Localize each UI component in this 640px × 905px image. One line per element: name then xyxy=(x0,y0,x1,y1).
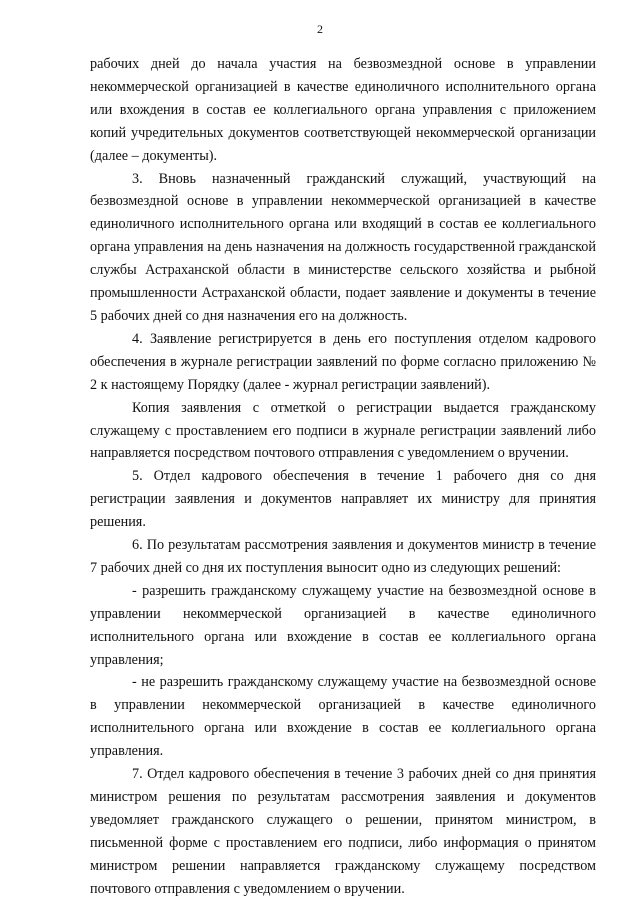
paragraph-copy-of-application: Копия заявления с отметкой о регистрации выдается гражданскому служащему с проставлением его подписи в журнале регистрации заявлений либо направляется посредством почтового отправления с уведомлением о вручении. xyxy=(90,399,596,462)
paragraph-item-4: 4. Заявление регистрируется в день его поступления отделом кадрового обеспечения в журнале регистрации заявлений по форме согласно приложению № 2 к настоящему Порядку (далее - журнал регистрации заявлений). xyxy=(90,330,596,393)
paragraph-decision-allow: - разрешить гражданскому служащему участие на безвозмездной основе в управлении некоммерческой организацией в качестве единоличного исполнительного органа или вхождение в состав ее коллегиального органа управления; xyxy=(90,582,596,668)
paragraph-decision-deny: - не разрешить гражданскому служащему участие на безвозмездной основе в управлении некоммерческой организацией в качестве единоличного исполнительного органа или вхождение в состав ее коллегиального органа управления. xyxy=(90,674,596,760)
paragraph-item-6: 6. По результатам рассмотрения заявления и документов министр в течение 7 рабочих дней со дня их поступления выносит одно из следующих решений: xyxy=(90,537,596,576)
paragraph-item-5: 5. Отдел кадрового обеспечения в течение 1 рабочего дня со дня регистрации заявления и документов направляет их министру для принятия решения. xyxy=(90,468,596,531)
page-number: 2 xyxy=(317,22,323,36)
document-body xyxy=(90,53,596,901)
paragraph-continuation: рабочих дней до начала участия на безвозмездной основе в управлении некоммерческой организацией в качестве единоличного исполнительного органа или вхождения в состав ее коллегиального органа управления с приложением копий учредительных документов соответствующей некоммерческой организации (далее – документы). xyxy=(90,56,596,164)
paragraph-item-3: 3. Вновь назначенный гражданский служащий, участвующий на безвозмездной основе в управлении некоммерческой организацией в качестве единоличного исполнительного органа или входящий в состав ее коллегиального органа управления на день назначения на должность государственной гражданской службы Астраханской области в министерстве сельского хозяйства и рыбной промышленности Астраханской области, подает заявление и документы в течение 5 рабочих дней со дня назначения его на должность. xyxy=(90,170,596,324)
paragraph-item-7: 7. Отдел кадрового обеспечения в течение 3 рабочих дней со дня принятия министром решения по результатам рассмотрения заявления и документов уведомляет гражданского служащего о решении, принятом министром, в письменной форме с проставлением его подписи, либо информация о принятом министром решении направляется гражданскому служащему посредством почтового отправления с уведомлением о вручении. xyxy=(90,766,596,897)
